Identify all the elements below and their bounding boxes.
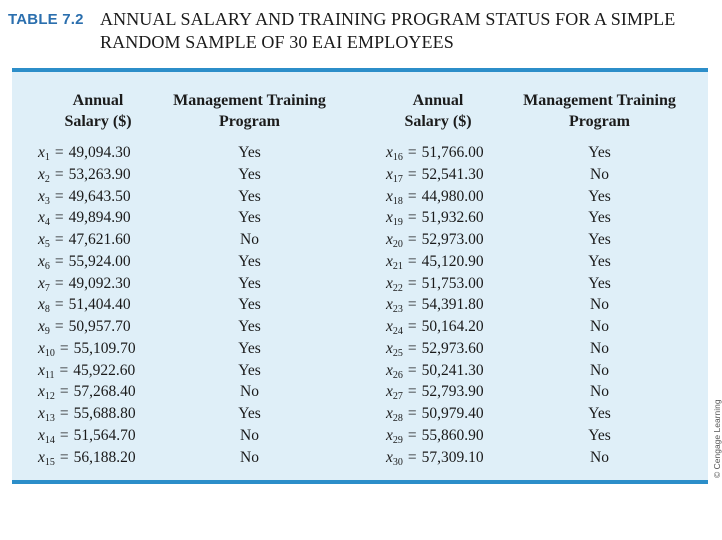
salary-column-right bbox=[386, 142, 516, 468]
salary-cell bbox=[386, 142, 516, 164]
variable-subscript: 4 bbox=[44, 217, 50, 229]
variable-symbol: $x_{25}$ bbox=[386, 339, 403, 359]
salary-value: 52,541.30 bbox=[421, 165, 484, 183]
column-header-annual-salary-right bbox=[378, 90, 498, 132]
variable-symbol: $x_7$ bbox=[38, 274, 50, 294]
header-line: Management Training bbox=[523, 92, 676, 109]
salary-value: 51,753.00 bbox=[421, 274, 484, 292]
program-status-cell: Yes bbox=[238, 165, 261, 183]
program-status-cell: No bbox=[590, 339, 609, 357]
table-number-label: TABLE 7.2 bbox=[8, 11, 84, 28]
salary-cell bbox=[38, 447, 168, 469]
equals-sign: = bbox=[54, 296, 64, 314]
header-line: Program bbox=[568, 113, 630, 130]
variable-subscript: 28 bbox=[392, 413, 403, 424]
column-header-training-program-right bbox=[512, 90, 687, 132]
salary-cell bbox=[38, 338, 168, 360]
salary-cell bbox=[38, 142, 168, 164]
equals-sign: = bbox=[59, 426, 69, 444]
variable-symbol: $x_{30}$ bbox=[386, 448, 403, 468]
program-status-cell: Yes bbox=[588, 426, 611, 444]
variable-symbol: $x_{22}$ bbox=[386, 274, 403, 294]
salary-cell bbox=[386, 207, 516, 229]
salary-value: 54,391.80 bbox=[421, 296, 484, 314]
header-line: Salary ($) bbox=[64, 113, 132, 130]
variable-symbol: $x_9$ bbox=[38, 318, 50, 337]
variable-symbol: $x_{20}$ bbox=[386, 231, 403, 250]
salary-value: 57,268.40 bbox=[73, 383, 136, 401]
variable-subscript: 9 bbox=[44, 326, 50, 337]
program-status-cell: No bbox=[240, 426, 259, 444]
salary-cell bbox=[386, 164, 516, 186]
equals-sign: = bbox=[59, 383, 69, 401]
equals-sign: = bbox=[407, 252, 417, 270]
variable-symbol: $x_{13}$ bbox=[38, 405, 55, 424]
salary-value: 55,688.80 bbox=[73, 405, 136, 422]
equals-sign: = bbox=[407, 296, 417, 314]
variable-symbol: $x_{21}$ bbox=[386, 252, 403, 272]
program-status-cell: Yes bbox=[238, 252, 261, 270]
program-column-left bbox=[162, 142, 337, 468]
header-line: Annual bbox=[72, 92, 124, 109]
variable-symbol: $x_{14}$ bbox=[38, 426, 55, 446]
salary-cell bbox=[38, 294, 168, 316]
salary-value: 56,188.20 bbox=[73, 448, 136, 466]
variable-symbol: $x_{17}$ bbox=[386, 165, 403, 185]
salary-cell bbox=[38, 381, 168, 403]
variable-subscript: 30 bbox=[392, 456, 403, 468]
salary-cell bbox=[38, 273, 168, 295]
salary-value: 47,621.60 bbox=[68, 231, 131, 248]
variable-subscript: 26 bbox=[392, 369, 403, 381]
equals-sign: = bbox=[407, 405, 417, 422]
equals-sign: = bbox=[54, 165, 64, 183]
equals-sign: = bbox=[59, 448, 69, 466]
program-status-cell: Yes bbox=[238, 187, 261, 205]
variable-subscript: 3 bbox=[44, 195, 50, 207]
program-status-cell: Yes bbox=[238, 274, 261, 292]
variable-subscript: 5 bbox=[44, 239, 50, 250]
variable-subscript: 10 bbox=[44, 347, 55, 359]
variable-subscript: 23 bbox=[392, 304, 403, 316]
table-title-line-2: RANDOM SAMPLE OF 30 EAI EMPLOYEES bbox=[100, 32, 454, 52]
equals-sign: = bbox=[54, 252, 64, 270]
variable-symbol: $x_{27}$ bbox=[386, 383, 403, 403]
salary-cell bbox=[386, 251, 516, 273]
salary-value: 49,092.30 bbox=[68, 274, 131, 292]
variable-symbol: $x_8$ bbox=[38, 296, 50, 316]
salary-cell bbox=[386, 273, 516, 295]
salary-value: 45,120.90 bbox=[421, 252, 484, 270]
salary-value: 53,263.90 bbox=[68, 165, 131, 183]
equals-sign: = bbox=[407, 448, 417, 466]
salary-cell bbox=[386, 381, 516, 403]
program-status-cell: Yes bbox=[238, 361, 261, 379]
equals-sign: = bbox=[407, 187, 417, 205]
variable-subscript: 8 bbox=[44, 304, 50, 316]
table-title-line-1: ANNUAL SALARY AND TRAINING PROGRAM STATUS FOR A SIMPLE bbox=[100, 9, 676, 29]
salary-cell bbox=[386, 403, 516, 425]
program-column-right bbox=[512, 142, 687, 468]
variable-symbol: $x_{23}$ bbox=[386, 296, 403, 316]
salary-value: 51,564.70 bbox=[73, 426, 136, 444]
equals-sign: = bbox=[54, 318, 64, 335]
salary-value: 51,932.60 bbox=[421, 209, 484, 227]
column-header-training-program-left bbox=[162, 90, 337, 132]
salary-value: 50,241.30 bbox=[421, 361, 484, 379]
variable-subscript: 17 bbox=[392, 173, 403, 185]
program-status-cell: No bbox=[590, 165, 609, 183]
program-status-cell: Yes bbox=[588, 405, 611, 422]
variable-symbol: $x_3$ bbox=[38, 187, 50, 207]
equals-sign: = bbox=[54, 144, 64, 161]
equals-sign: = bbox=[59, 339, 69, 357]
variable-symbol: $x_{26}$ bbox=[386, 361, 403, 381]
equals-sign: = bbox=[407, 383, 417, 401]
salary-cell bbox=[386, 294, 516, 316]
equals-sign: = bbox=[54, 231, 64, 248]
salary-cell bbox=[386, 360, 516, 382]
variable-symbol: $x_{15}$ bbox=[38, 448, 55, 468]
equals-sign: = bbox=[407, 361, 417, 379]
salary-cell bbox=[38, 425, 168, 447]
program-status-cell: No bbox=[590, 318, 609, 335]
program-status-cell: No bbox=[590, 361, 609, 379]
equals-sign: = bbox=[54, 187, 64, 205]
variable-symbol: $x_{19}$ bbox=[386, 209, 403, 229]
variable-symbol: $x_1$ bbox=[38, 144, 50, 163]
variable-subscript: 21 bbox=[392, 260, 403, 272]
salary-cell bbox=[38, 229, 168, 251]
salary-value: 51,404.40 bbox=[68, 296, 131, 314]
salary-value: 49,894.90 bbox=[68, 209, 131, 227]
program-status-cell: Yes bbox=[238, 144, 261, 161]
variable-symbol: $x_4$ bbox=[38, 209, 50, 229]
salary-value: 44,980.00 bbox=[421, 187, 484, 205]
variable-subscript: 25 bbox=[392, 347, 403, 359]
variable-symbol: $x_{16}$ bbox=[386, 144, 403, 163]
header-line: Program bbox=[218, 113, 280, 130]
program-status-cell: No bbox=[240, 448, 259, 466]
header-line: Salary ($) bbox=[404, 113, 472, 130]
equals-sign: = bbox=[407, 144, 417, 161]
variable-subscript: 27 bbox=[392, 391, 403, 403]
variable-subscript: 22 bbox=[392, 282, 403, 294]
variable-subscript: 2 bbox=[44, 173, 50, 185]
variable-subscript: 19 bbox=[392, 217, 403, 229]
variable-symbol: $x_6$ bbox=[38, 252, 50, 272]
program-status-cell: No bbox=[590, 448, 609, 466]
program-status-cell: Yes bbox=[238, 318, 261, 335]
program-status-cell: No bbox=[590, 296, 609, 314]
equals-sign: = bbox=[54, 274, 64, 292]
variable-symbol: $x_{10}$ bbox=[38, 339, 55, 359]
copyright-notice: © Cengage Learning bbox=[712, 399, 722, 478]
program-status-cell: Yes bbox=[588, 144, 611, 161]
header-line: Annual bbox=[412, 92, 464, 109]
header-line: Management Training bbox=[173, 92, 326, 109]
variable-symbol: $x_{18}$ bbox=[386, 187, 403, 207]
program-status-cell: Yes bbox=[588, 274, 611, 292]
program-status-cell: Yes bbox=[238, 296, 261, 314]
salary-cell bbox=[386, 229, 516, 251]
variable-symbol: $x_{11}$ bbox=[38, 361, 55, 381]
salary-cell bbox=[38, 403, 168, 425]
variable-symbol: $x_2$ bbox=[38, 165, 50, 185]
column-header-annual-salary-left bbox=[38, 90, 158, 132]
table-title-block bbox=[8, 8, 708, 64]
equals-sign: = bbox=[407, 318, 417, 335]
salary-value: 50,957.70 bbox=[68, 318, 131, 335]
equals-sign: = bbox=[59, 361, 69, 379]
program-status-cell: Yes bbox=[238, 209, 261, 227]
salary-value: 55,924.00 bbox=[68, 252, 131, 270]
variable-symbol: $x_{28}$ bbox=[386, 405, 403, 424]
salary-cell bbox=[386, 186, 516, 208]
salary-value: 55,109.70 bbox=[73, 339, 136, 357]
salary-cell bbox=[386, 425, 516, 447]
variable-subscript: 7 bbox=[44, 282, 50, 294]
data-table-panel bbox=[12, 68, 708, 484]
program-status-cell: Yes bbox=[588, 252, 611, 270]
salary-value: 49,643.50 bbox=[68, 187, 131, 205]
salary-value: 50,164.20 bbox=[421, 318, 484, 335]
equals-sign: = bbox=[407, 339, 417, 357]
salary-value: 57,309.10 bbox=[421, 448, 484, 466]
program-status-cell: Yes bbox=[238, 405, 261, 422]
salary-cell bbox=[38, 316, 168, 338]
variable-subscript: 6 bbox=[44, 260, 50, 272]
variable-subscript: 11 bbox=[44, 369, 55, 381]
program-status-cell: Yes bbox=[588, 209, 611, 227]
program-status-cell: Yes bbox=[588, 231, 611, 248]
variable-subscript: 12 bbox=[44, 391, 55, 403]
salary-value: 52,973.60 bbox=[421, 339, 484, 357]
variable-subscript: 13 bbox=[44, 413, 55, 424]
salary-value: 52,793.90 bbox=[421, 383, 484, 401]
variable-subscript: 14 bbox=[44, 434, 55, 446]
salary-value: 51,766.00 bbox=[421, 144, 484, 161]
variable-subscript: 18 bbox=[392, 195, 403, 207]
variable-subscript: 29 bbox=[392, 434, 403, 446]
variable-symbol: $x_{12}$ bbox=[38, 383, 55, 403]
salary-cell bbox=[38, 164, 168, 186]
salary-value: 50,979.40 bbox=[421, 405, 484, 422]
table-title bbox=[100, 8, 700, 54]
variable-subscript: 1 bbox=[44, 152, 50, 163]
salary-cell bbox=[38, 207, 168, 229]
equals-sign: = bbox=[407, 274, 417, 292]
salary-cell bbox=[38, 186, 168, 208]
equals-sign: = bbox=[407, 209, 417, 227]
salary-cell bbox=[386, 338, 516, 360]
variable-subscript: 24 bbox=[392, 326, 403, 337]
salary-cell bbox=[386, 447, 516, 469]
salary-value: 52,973.00 bbox=[421, 231, 484, 248]
variable-subscript: 16 bbox=[392, 152, 403, 163]
salary-value: 55,860.90 bbox=[421, 426, 484, 444]
salary-value: 49,094.30 bbox=[68, 144, 131, 161]
program-status-cell: No bbox=[240, 383, 259, 401]
salary-column-left bbox=[38, 142, 168, 468]
variable-symbol: $x_5$ bbox=[38, 231, 50, 250]
equals-sign: = bbox=[54, 209, 64, 227]
variable-subscript: 20 bbox=[392, 239, 403, 250]
salary-cell bbox=[38, 360, 168, 382]
equals-sign: = bbox=[59, 405, 69, 422]
variable-symbol: $x_{24}$ bbox=[386, 318, 403, 337]
equals-sign: = bbox=[407, 231, 417, 248]
program-status-cell: Yes bbox=[588, 187, 611, 205]
variable-symbol: $x_{29}$ bbox=[386, 426, 403, 446]
salary-value: 45,922.60 bbox=[73, 361, 136, 379]
salary-cell bbox=[386, 316, 516, 338]
program-status-cell: Yes bbox=[238, 339, 261, 357]
equals-sign: = bbox=[407, 426, 417, 444]
equals-sign: = bbox=[407, 165, 417, 183]
salary-cell bbox=[38, 251, 168, 273]
variable-subscript: 15 bbox=[44, 456, 55, 468]
program-status-cell: No bbox=[240, 231, 259, 248]
program-status-cell: No bbox=[590, 383, 609, 401]
